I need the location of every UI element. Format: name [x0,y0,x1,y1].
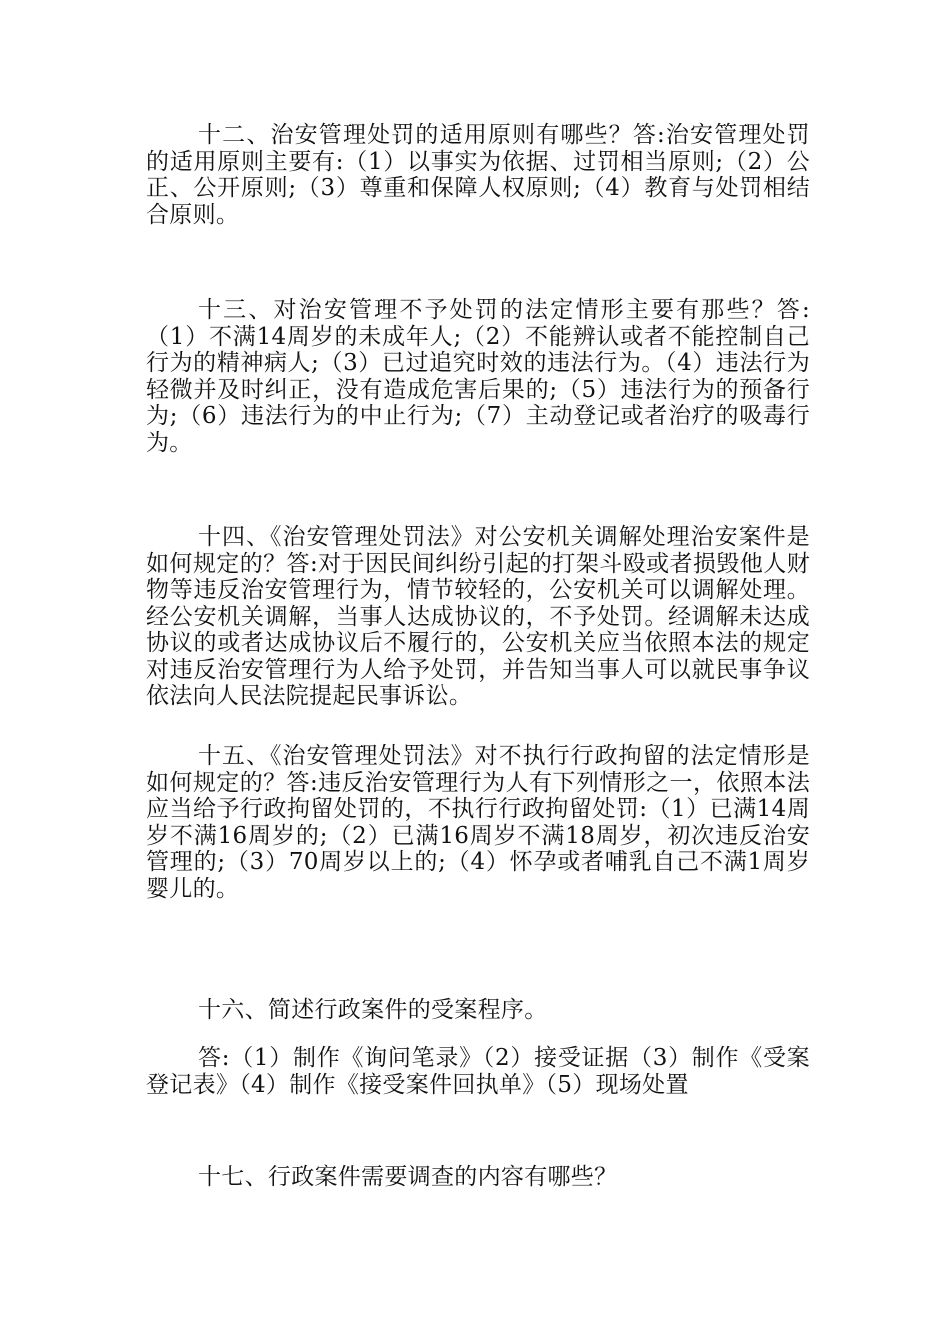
paragraph-mediation: 十四、《治安管理处罚法》对公安机关调解处理治安案件是如何规定的？答:对于因民间纠纷引起的打架斗殴或者损毁他人财物等违反治安管理行为，情节较轻的，公安机关可以调解处理。经公安机关调解，当事人达成协议的，不予处罚。经调解未达成协议的或者达成协议后不履行的，公安机关应当依照本法的规定对违反治安管理行为人给予处罚，并告知当事人可以就民事争议依法向人民法院提起民事诉讼。 [146,524,810,709]
paragraph-detention-exemption: 十五、《治安管理处罚法》对不执行行政拘留的法定情形是如何规定的？答:违反治安管理行为人有下列情形之一，依照本法应当给予行政拘留处罚的，不执行行政拘留处罚:（1）已满14周岁不满16周岁的;（2）已满16周岁不满18周岁，初次违反治安管理的;（3）70周岁以上的;（4）怀孕或者哺乳自己不满1周岁婴儿的。 [146,743,810,902]
paragraph-investigation-title: 十七、行政案件需要调查的内容有哪些？ [198,1164,618,1190]
paragraph-case-acceptance-title: 十六、简述行政案件的受案程序。 [198,997,548,1023]
paragraph-case-acceptance-answer: 答:（1）制作《询问笔录》（2）接受证据（3）制作《受案登记表》（4）制作《接受案件回执单》（5）现场处置 [146,1045,810,1098]
paragraph-principles: 十二、治安管理处罚的适用原则有哪些？答:治安管理处罚的适用原则主要有:（1）以事实为依据、过罚相当原则;（2）公正、公开原则;（3）尊重和保障人权原则;（4）教育与处罚相结合原则。 [146,122,810,228]
paragraph-no-penalty-cases: 十三、对治安管理不予处罚的法定情形主要有那些？答:（1）不满14周岁的未成年人;（2）不能辨认或者不能控制自己行为的精神病人;（3）已过追究时效的违法行为。（4）违法行为轻微并及时纠正，没有造成危害后果的;（5）违法行为的预备行为;（6）违法行为的中止行为;（7）主动登记或者治疗的吸毒行为。 [146,297,810,456]
